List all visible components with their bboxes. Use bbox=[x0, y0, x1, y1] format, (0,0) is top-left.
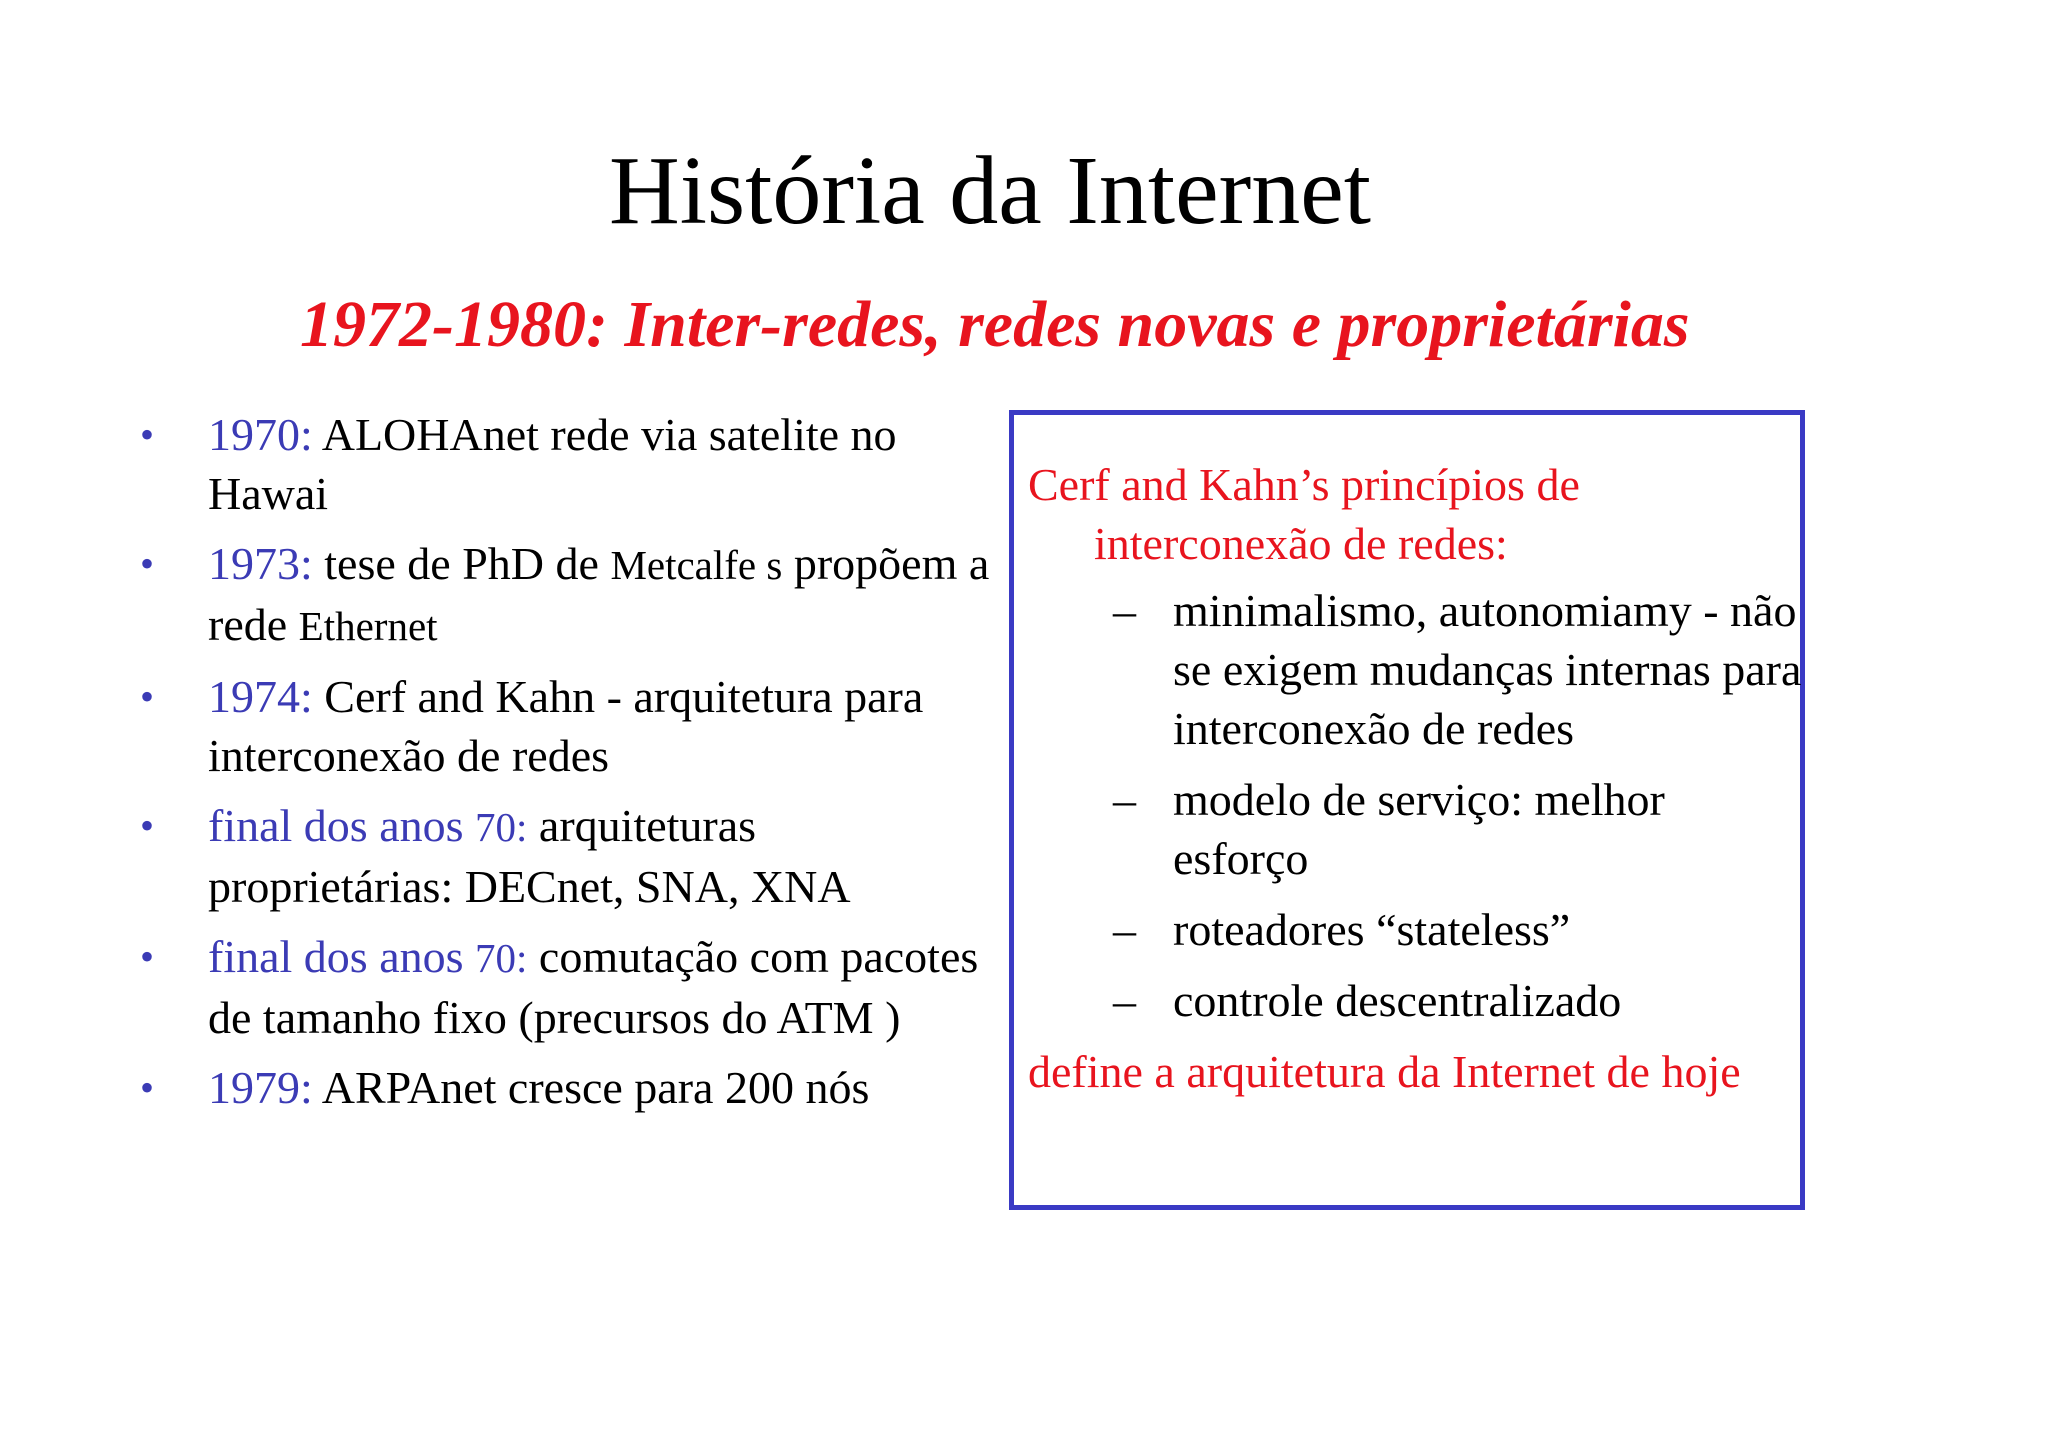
bullet-1973 bbox=[140, 534, 990, 656]
bullet-1979 bbox=[140, 1058, 990, 1117]
principle-item bbox=[1028, 900, 1808, 959]
bullet-text: ARPAnet cresce para 200 nós bbox=[312, 1062, 870, 1113]
bullet-year: 1973: bbox=[208, 538, 313, 589]
bullet-1974 bbox=[140, 667, 990, 785]
bullet-dot-icon: • bbox=[140, 541, 155, 586]
principle-item bbox=[1028, 770, 1808, 888]
bullet-year-small: 70: bbox=[475, 935, 528, 981]
dash-icon: – bbox=[1113, 585, 1136, 636]
bullet-late-70s-switching bbox=[140, 927, 990, 1047]
bullet-text: tese de PhD de bbox=[312, 538, 611, 589]
slide-title: História da Internet bbox=[609, 137, 1371, 245]
bullet-year: 1970: bbox=[208, 409, 313, 460]
principles-heading: Cerf and Kahn’s princípios de interconexão de redes: bbox=[1028, 459, 1580, 569]
bullet-text: Cerf and Kahn - arquitetura para interconexão de redes bbox=[208, 671, 924, 781]
bullet-text: ALOHAnet rede via satelite no Hawai bbox=[208, 409, 897, 519]
bullet-year-small: 70: bbox=[475, 804, 528, 850]
slide-subtitle: 1972-1980: Inter-redes, redes novas e proprietárias bbox=[300, 288, 1690, 361]
principle-item bbox=[1028, 971, 1808, 1030]
timeline-bullet-list bbox=[140, 405, 990, 1128]
principle-text: roteadores “stateless” bbox=[1173, 904, 1571, 955]
bullet-1970 bbox=[140, 405, 990, 523]
principle-text: modelo de serviço: melhor esforço bbox=[1173, 774, 1665, 884]
principles-box bbox=[1009, 410, 1805, 1210]
principles-footer: define a arquitetura da Internet de hoje bbox=[1028, 1046, 1741, 1097]
bullet-year: final dos anos bbox=[208, 800, 476, 851]
bullet-dot-icon: • bbox=[140, 934, 155, 979]
bullet-year: final dos anos bbox=[208, 931, 476, 982]
bullet-text: propõem a rede bbox=[208, 538, 990, 650]
principle-item bbox=[1028, 581, 1808, 758]
bullet-year: 1974: bbox=[208, 671, 313, 722]
bullet-dot-icon: • bbox=[140, 412, 155, 457]
bullet-dot-icon: • bbox=[140, 674, 155, 719]
bullet-text: comutação com pacotes de tamanho fixo (precursos do ATM ) bbox=[208, 931, 979, 1043]
bullet-text-small: Ethernet bbox=[298, 603, 438, 649]
principle-text: controle descentralizado bbox=[1173, 975, 1622, 1026]
bullet-late-70s-architectures bbox=[140, 796, 990, 916]
bullet-dot-icon: • bbox=[140, 1065, 155, 1110]
bullet-year: 1979: bbox=[208, 1062, 313, 1113]
principle-text: minimalismo, autonomiamy - não se exigem mudanças internas para interconexão de redes bbox=[1173, 585, 1802, 754]
principles-box-content bbox=[1028, 455, 1808, 1101]
bullet-dot-icon: • bbox=[140, 803, 155, 848]
dash-icon: – bbox=[1113, 975, 1136, 1026]
bullet-text-small: Metcalfe s bbox=[610, 542, 783, 588]
dash-icon: – bbox=[1113, 904, 1136, 955]
bullet-text: arquiteturas proprietárias: DECnet, SNA, XNA bbox=[208, 800, 851, 912]
principles-list bbox=[1028, 581, 1808, 1030]
dash-icon: – bbox=[1113, 774, 1136, 825]
